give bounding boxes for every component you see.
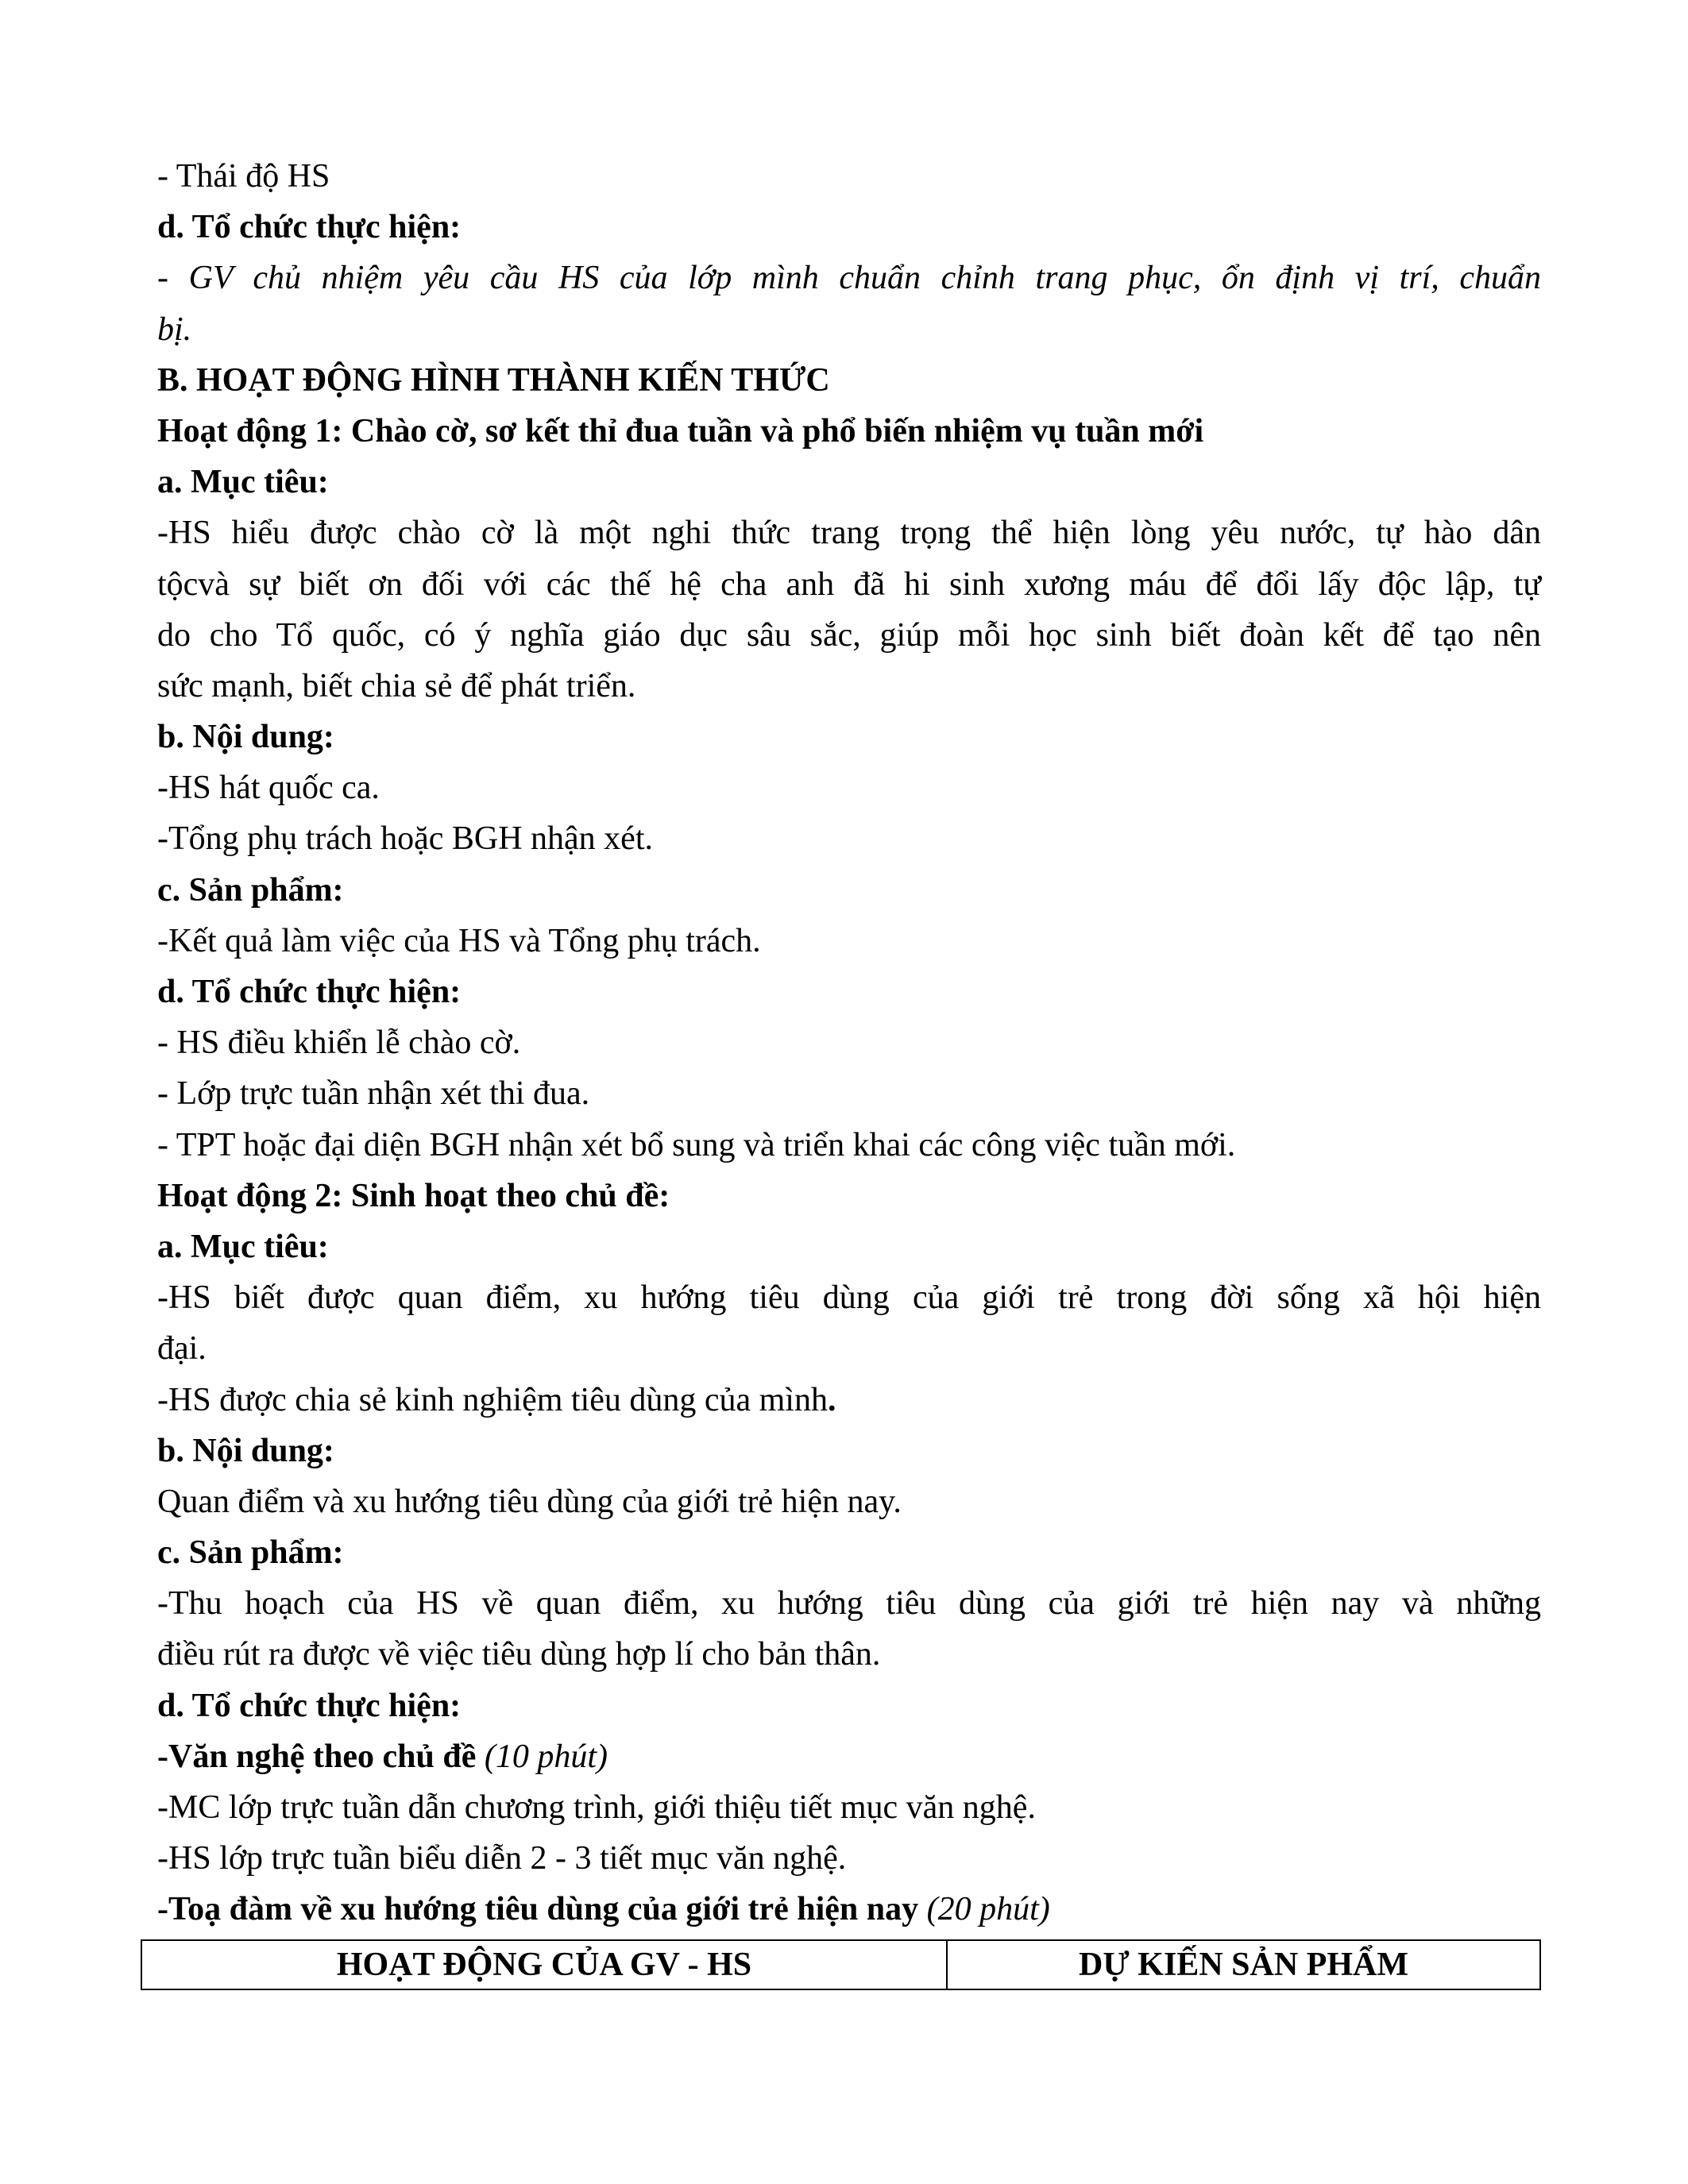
text-line: -HS hiểu được chào cờ là một nghi thức trang trọng thể hiện lòng yêu nước, tự hào dân <box>157 515 1541 552</box>
text-line: -HS lớp trực tuần biểu diễn 2 - 3 tiết mục văn nghệ. <box>157 1840 847 1877</box>
text-line: tộcvà sự biết ơn đối với các thế hệ cha anh đã hi sinh xương máu để đổi lấy độc lập, tự <box>157 565 1541 603</box>
item-title: -Văn nghệ theo chủ đề <box>157 1738 477 1775</box>
section-heading: d. Tổ chức thực hiện: <box>157 1687 462 1724</box>
duration: (20 phút) <box>926 1891 1050 1928</box>
text-line: đại. <box>157 1330 207 1368</box>
header-cell: DỰ KIẾN SẢN PHẨM <box>947 1940 1540 1989</box>
duration: (10 phút) <box>484 1738 608 1775</box>
text-line <box>157 1884 1541 1935</box>
activity-heading: Hoạt động 2: Sinh hoạt theo chủ đề: <box>157 1177 670 1214</box>
period: . <box>827 1381 836 1418</box>
section-heading: b. Nội dung: <box>157 1432 334 1469</box>
text-line <box>157 1375 1541 1426</box>
text-line: do cho Tổ quốc, có ý nghĩa giáo dục sâu sắc, giúp mỗi học sinh biết đoàn kết để tạo nên <box>157 616 1541 654</box>
text-line: -HS hát quốc ca. <box>157 770 380 807</box>
text-line: - TPT hoặc đại diện BGH nhận xét bổ sung và triển khai các công việc tuần mới. <box>157 1126 1236 1163</box>
section-heading: c. Sản phẩm: <box>157 871 344 909</box>
text-line: -MC lớp trực tuần dẫn chương trình, giới thiệu tiết mục văn nghệ. <box>157 1789 1036 1826</box>
section-heading: b. Nội dung: <box>157 719 334 756</box>
section-heading: a. Mục tiêu: <box>157 464 329 501</box>
text-line: -HS biết được quan điểm, xu hướng tiêu dùng của giới trẻ trong đời sống xã hội hiện <box>157 1279 1541 1317</box>
activity-heading: Hoạt động 1: Chào cờ, sơ kết thỉ đua tuần và phổ biến nhiệm vụ tuần mới <box>157 412 1204 450</box>
header-cell: HOẠT ĐỘNG CỦA GV - HS <box>141 1940 947 1989</box>
text-line: -Kết quả làm việc của HS và Tổng phụ trách. <box>157 922 761 959</box>
text-line: - Lớp trực tuần nhận xét thi đua. <box>157 1075 590 1113</box>
section-heading: d. Tổ chức thực hiện: <box>157 209 462 246</box>
part-heading: B. HOẠT ĐỘNG HÌNH THÀNH KIẾN THỨC <box>157 361 830 399</box>
text: -HS được chia sẻ kinh nghiệm tiêu dùng của mình <box>157 1381 828 1418</box>
text-line <box>157 1731 1541 1782</box>
text-line: bị. <box>157 311 192 348</box>
text-line: sức mạnh, biết chia sẻ để phát triển. <box>157 667 636 704</box>
document-page <box>157 151 1541 1935</box>
activity-table <box>141 1939 1541 1990</box>
item-title: -Toạ đàm về xu hướng tiêu dùng của giới trẻ hiện nay <box>157 1891 919 1928</box>
table-header-row <box>141 1940 1540 1989</box>
text-line: -Tổng phụ trách hoặc BGH nhận xét. <box>157 820 653 858</box>
section-heading: a. Mục tiêu: <box>157 1228 329 1265</box>
text-line: - GV chủ nhiệm yêu cầu HS của lớp mình chuẩn chỉnh trang phục, ổn định vị trí, chuẩn <box>157 260 1541 297</box>
text-line: Quan điểm và xu hướng tiêu dùng của giới trẻ hiện nay. <box>157 1483 902 1520</box>
text-line: điều rút ra được về việc tiêu dùng hợp lí cho bản thân. <box>157 1636 881 1673</box>
text-line: -Thu hoạch của HS về quan điểm, xu hướng tiêu dùng của giới trẻ hiện nay và những <box>157 1585 1541 1623</box>
section-heading: c. Sản phẩm: <box>157 1534 344 1572</box>
section-heading: d. Tổ chức thực hiện: <box>157 974 462 1010</box>
text-line: - HS điều khiển lễ chào cờ. <box>157 1024 521 1062</box>
text-line: - Thái độ HS <box>157 158 330 195</box>
